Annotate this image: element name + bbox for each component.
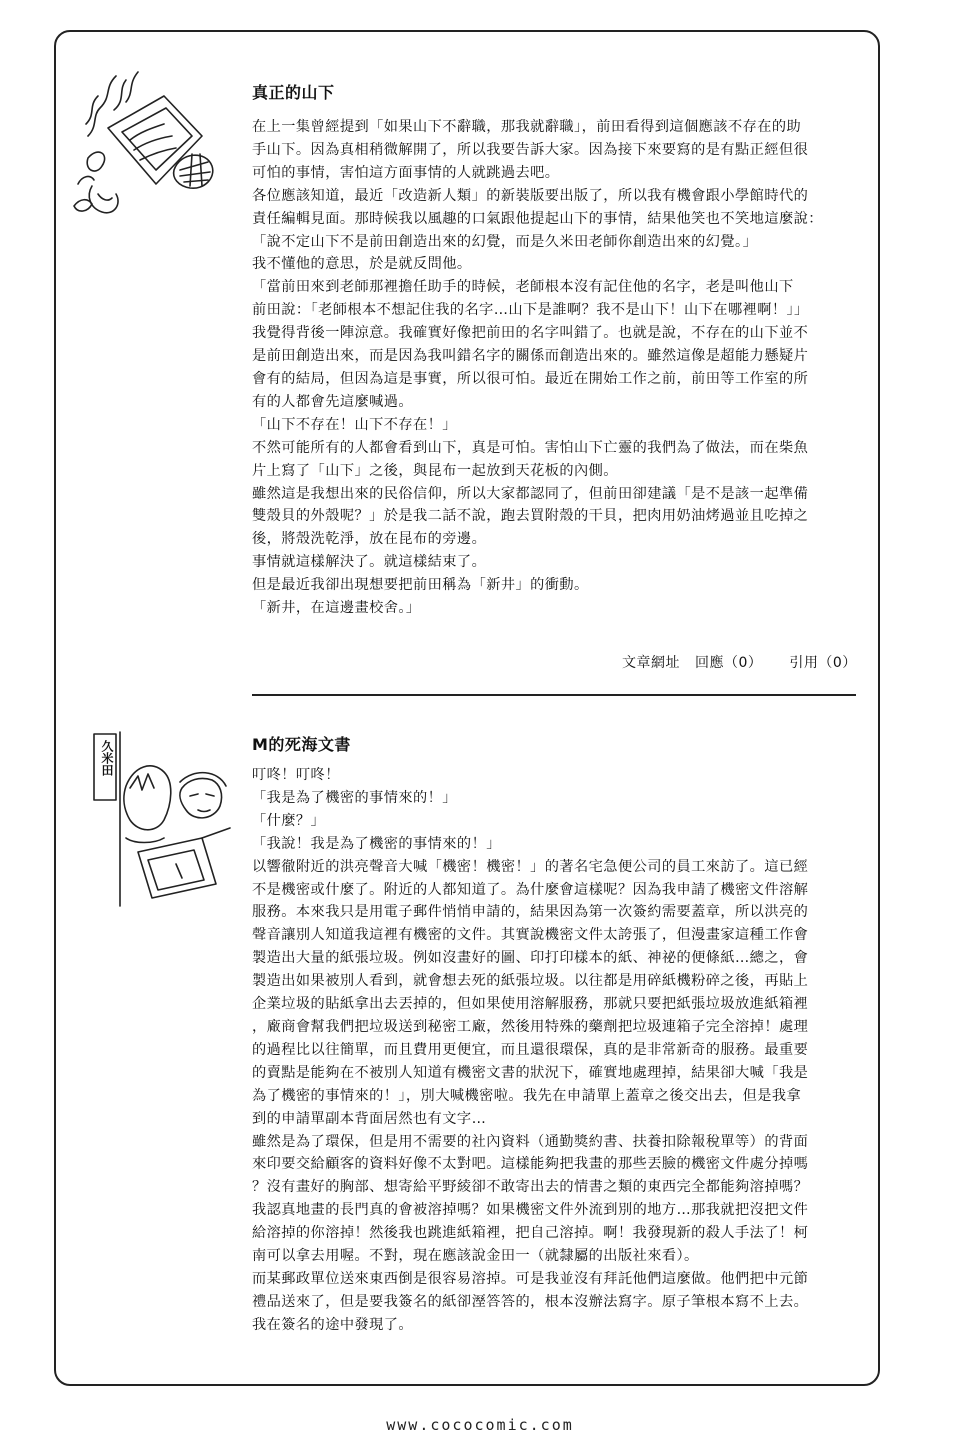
permalink-link[interactable]: 文章網址	[622, 655, 680, 671]
text-line: 禮品送來了，但是要我簽名的紙卻溼答答的，根本沒辦法寫字。原子筆根本寫不上去。	[252, 1293, 809, 1310]
text-line: 的過程比以往簡單，而且費用更便宜，而且還很環保，真的是非常新奇的服務。最重要	[252, 1041, 809, 1058]
text-line: 我覺得背後一陣涼意。我確實好像把前田的名字叫錯了。也就是說，不存在的山下並不	[252, 325, 809, 342]
text-line: 「我是為了機密的事情來的！」	[252, 789, 457, 806]
text-line: 來印要交給顧客的資料好像不太對吧。這樣能夠把我畫的那些丟臉的機密文件處分掉嗎	[252, 1156, 809, 1173]
text-line: 我認真地畫的長門真的會被溶掉嗎？如果機密文件外流到別的地方…那我就把沒把文件	[252, 1202, 809, 1219]
text-line: 事情就這樣解決了。就這樣結束了。	[252, 554, 487, 571]
post-divider	[252, 694, 856, 696]
text-line: 「說不定山下不是前田創造出來的幻覺，而是久米田老師你創造出來的幻覺。」	[252, 233, 758, 250]
text-line: 「新井，在這邊畫校舍。」	[252, 600, 421, 617]
post-title: 真正的山下	[252, 83, 335, 102]
text-line: 責任編輯見面。那時候我以風趣的口氣跟他提起山下的事情，結果他笑也不笑地這麼說：	[252, 210, 823, 227]
text-line: 製造出大量的紙張垃圾。例如沒畫好的圖、印打印樣本的紙、神祕的便條紙…總之，會	[252, 950, 809, 967]
text-line: 前田說：「老師根本不想記住我的名字…山下是誰啊？我不是山下！山下在哪裡啊！」」	[252, 302, 809, 319]
text-line: 但是最近我卻出現想要把前田稱為「新井」的衝動。	[252, 577, 589, 594]
text-line: 企業垃圾的貼紙拿出去丟掉的，但如果使用溶解服務，那就只要把紙張垃圾放進紙箱裡	[252, 996, 809, 1013]
text-line: 雙殼貝的外殼呢？」於是我二話不說，跑去買附殼的干貝，把肉用奶油烤過並且吃掉之	[252, 508, 809, 525]
text-line: 的賣點是能夠在不被別人知道有機密文書的狀況下，確實地處理掉，結果卻大喊「我是	[252, 1064, 809, 1081]
text-line: ？沒有畫好的胸部、想寄給平野綾卻不敢寄出去的情書之類的東西完全都能夠溶掉嗎？	[252, 1179, 809, 1196]
post-body	[252, 116, 823, 620]
text-line: 聲音讓別人知道我這裡有機密的文件。其實說機密文件太誇張了，但漫畫家這種工作會	[252, 927, 809, 944]
text-line: 南可以拿去用喔。不對，現在應該說金田一（就隸屬的出版社來看）。	[252, 1248, 699, 1265]
replies-link[interactable]: 回應（0）	[694, 655, 763, 671]
text-line: 為了機密的事情來的！」，別大喊機密啦。我先在申請單上蓋章之後交出去，但是我拿	[252, 1087, 802, 1104]
text-line: 以響徹附近的洪亮聲音大喊「機密！機密！」的著名宅急便公司的員工來訪了。這已經	[252, 858, 809, 875]
bonito-shell-sketch-icon	[68, 66, 236, 226]
text-line: 服務。本來我只是用電子郵件悄悄申請的，結果因為第一次簽約需要蓋章，所以洪亮的	[252, 904, 809, 921]
site-url-watermark: www.cococomic.com	[386, 1416, 574, 1434]
text-line: 有的人都會先這麼喊過。	[252, 393, 414, 410]
post-title: M的死海文書	[252, 735, 351, 754]
trackback-link[interactable]: 引用（0）	[789, 655, 857, 671]
text-line: 製造出如果被別人看到，就會想去死的紙張垃圾。以往都是用碎紙機粉碎之後，再貼上	[252, 973, 809, 990]
text-line: 可怕的事情，害怕這方面事情的人就跳過去吧。	[252, 164, 560, 181]
text-line: 「什麼？」	[252, 812, 326, 829]
text-line: 各位應該知道，最近「改造新人類」的新裝版要出版了，所以我有機會跟小學館時代的	[252, 187, 809, 204]
text-line: 雖然是為了環保，但是用不需要的社內資料（通勤獎約書、扶養扣除報稅單等）的背面	[252, 1133, 809, 1150]
portrait-name-tag: 久米田	[100, 740, 114, 776]
text-line: 「當前田來到老師那裡擔任助手的時候，老師根本沒有記住他的名字，老是叫他山下	[252, 279, 794, 296]
text-line: 我在簽名的途中發現了。	[252, 1316, 414, 1333]
text-line: 是前田創造出來，而是因為我叫錯名字的關係而創造出來的。雖然這像是超能力懸疑片	[252, 348, 809, 365]
text-line: 不然可能所有的人都會看到山下，真是可怕。害怕山下亡靈的我們為了做法，而在柴魚	[252, 439, 809, 456]
text-line: 給溶掉的你溶掉！然後我也跳進紙箱裡，把自己溶掉。啊！我發現新的殺人手法了！柯	[252, 1225, 809, 1242]
text-line: 會有的結局，但因為這是事實，所以很可怕。最近在開始工作之前，前田等工作室的所	[252, 370, 809, 387]
text-line: 叮咚！叮咚！	[252, 767, 340, 783]
text-line: 片上寫了「山下」之後，與昆布一起放到天花板的內側。	[252, 462, 618, 479]
text-line: 雖然這是我想出來的民俗信仰，所以大家都認同了，但前田卻建議「是不是該一起準備	[252, 485, 809, 502]
post-body	[252, 764, 808, 1337]
post-footer	[622, 652, 857, 672]
text-line: 「山下不存在！山下不存在！」	[252, 416, 457, 433]
text-line: 「我說！我是為了機密的事情來的！」	[252, 835, 501, 852]
text-line: 手山下。因為真相稍微解開了，所以我要告訴大家。因為接下來要寫的是有點正經但很	[252, 141, 809, 158]
text-line: 在上一集曾經提到「如果山下不辭職，那我就辭職」，前田看得到這個應該不存在的助	[252, 119, 802, 135]
text-line: ，廠商會幫我們把垃圾送到秘密工廠，然後用特殊的藥劑把垃圾連箱子完全溶掉！處理	[252, 1018, 809, 1035]
text-line: 而某郵政單位送來東西倒是很容易溶掉。可是我並沒有拜託他們這麼做。他們把中元節	[252, 1270, 809, 1287]
text-line: 我不懂他的意思，於是就反問他。	[252, 256, 472, 273]
text-line: 不是機密或什麼了。附近的人都知道了。為什麼會這樣呢？因為我申請了機密文件溶解	[252, 881, 809, 898]
text-line: 後，將殼洗乾淨，放在昆布的旁邊。	[252, 531, 487, 548]
author-portrait-sketch	[90, 728, 240, 908]
text-line: 到的申請單副本背面居然也有文字…	[252, 1110, 487, 1127]
